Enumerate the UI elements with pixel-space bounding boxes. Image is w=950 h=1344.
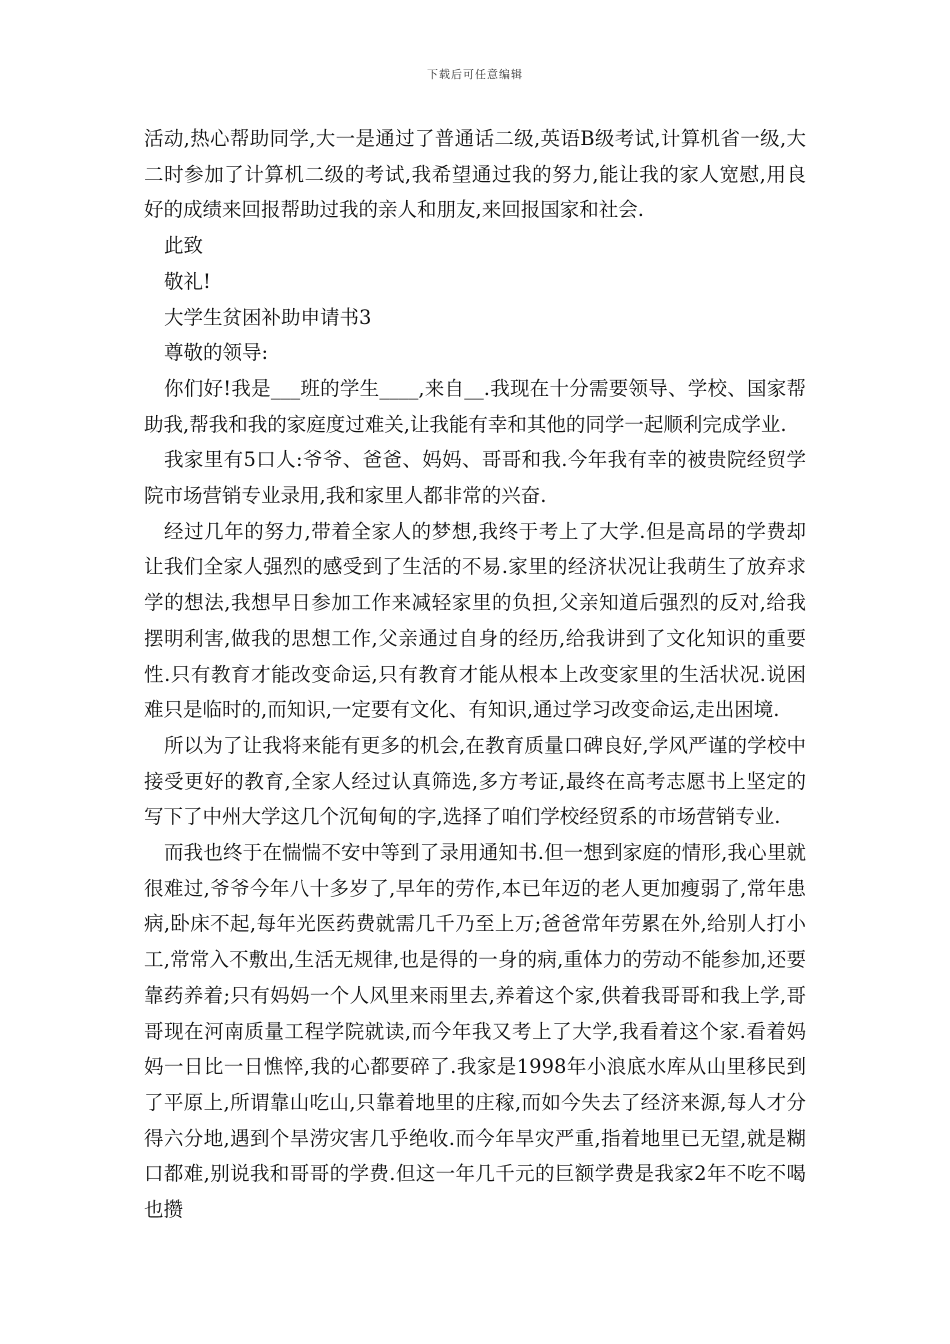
closing-regards: 敬礼!	[164, 269, 211, 293]
closing-salutation: 此致	[164, 234, 204, 258]
paragraph-continuation: 活动,热心帮助同学,大一是通过了普通话二级,英语B级考试,计算机省一级,大二时参加了计算机二级的考试,我希望通过我的努力,能让我的家人宽慰,用良好的成绩来回报帮助过我的亲人和朋友,来回报国家和社会.	[144, 127, 806, 222]
paragraph-education: 经过几年的努力,带着全家人的梦想,我终于考上了大学.但是高昂的学费却让我们全家人强烈的感受到了生活的不易.家里的经济状况让我萌生了放弃求学的想法,我想早日参加工作来减轻家里的负担,父亲知道后强烈的反对,给我摆明利害,做我的思想工作,父亲通过自身的经历,给我讲到了文化知识的重要性.只有教育才能改变命运,只有教育才能从根本上改变家里的生活状况.说困难只是临时的,而知识,一定要有文化、有知识,通过学习改变命运,走出困境.	[144, 519, 806, 722]
section-title: 大学生贫困补助申请书3	[164, 305, 372, 329]
paragraph-hardship: 而我也终于在惴惴不安中等到了录用通知书.但一想到家庭的情形,我心里就很难过,爷爷今年八十多岁了,早年的劳作,本已年迈的老人更加瘦弱了,常年患病,卧床不起,每年光医药费就需几千乃至上万;爸爸常年劳累在外,给别人打小工,常常入不敷出,生活无规律,也是得的一身的病,重体力的劳动不能参加,还要靠药养着;只有妈妈一个人风里来雨里去,养着这个家,供着我哥哥和我上学,哥哥现在河南质量工程学院就读,而今年我又考上了大学,我看着这个家.看着妈妈一日比一日憔悴,我的心都要碎了.我家是1998年小浪底水库从山里移民到了平原上,所谓靠山吃山,只靠着地里的庄稼,而如今失去了经济来源,每人才分得六分地,遇到个旱涝灾害几乎绝收.而今年旱灾严重,指着地里已无望,就是糊口都难,别说我和哥哥的学费.但这一年几千元的巨额学费是我家2年不吃不喝也攒	[144, 841, 806, 1222]
paragraph-intro: 你们好!我是___班的学生____,来自__.我现在十分需要领导、学校、国家帮助我,帮我和我的家庭度过难关,让我能有幸和其他的同学一起顺利完成学业.	[144, 376, 806, 436]
page-header: 下载后可任意编辑	[427, 68, 523, 81]
paragraph-school-choice: 所以为了让我将来能有更多的机会,在教育质量口碑良好,学风严谨的学校中接受更好的教育,全家人经过认真筛选,多方考证,最终在高考志愿书上坚定的写下了中州大学这几个沉甸甸的字,选择了咱们学校经贸系的市场营销专业.	[144, 733, 806, 829]
paragraph-family: 我家里有5口人:爷爷、爸爸、妈妈、哥哥和我.今年我有幸的被贵院经贸学院市场营销专业录用,我和家里人都非常的兴奋.	[144, 448, 806, 508]
document-body	[144, 121, 806, 1228]
greeting: 尊敬的领导:	[164, 341, 269, 365]
